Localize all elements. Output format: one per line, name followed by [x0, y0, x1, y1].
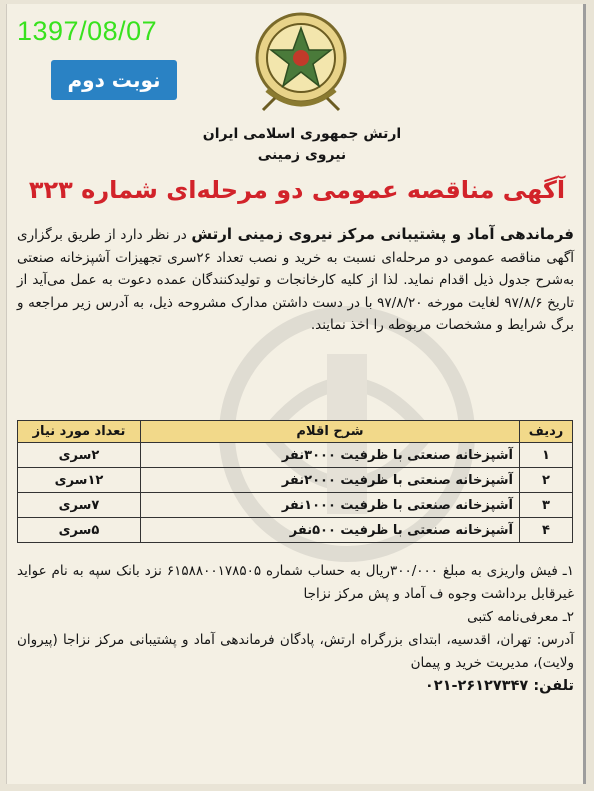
phone-number: تلفن: ۲۶۱۲۷۳۴۷-۰۲۱: [424, 678, 574, 694]
header-quantity: تعداد مورد نیاز: [18, 421, 141, 443]
items-table: [17, 420, 573, 543]
org-line-1: ارتش جمهوری اسلامی ایران: [202, 126, 402, 142]
row-description: آشپزخانه صنعتی با ظرفیت ۵۰۰نفر: [141, 518, 520, 543]
army-emblem-icon: [253, 10, 349, 122]
row-quantity: ۵سری: [18, 518, 141, 543]
table-header-row: [18, 421, 573, 443]
notice-paragraph: در نظر دارد از طریق برگزاری آگهی مناقصه عمومی دو مرحله‌ای نسبت به خرید و نصب تعداد ۲۶سری تجهیزات آشپزخانه صنعتی به‌شرح جدول ذیل اقدام نماید. لذا از کلیه کارخانجات و تولیدکنندگان عمده دعوت به عمل می‌آید از تاریخ ۹۷/۸/۶ لغایت مورخه ۹۷/۸/۲۰ با در دست داشتن مدارک مشروحه ذیل، به آدرس زیر مراجعه و برگ شرایط و مشخصات مربوطه را اخذ نمایند.: [17, 227, 574, 333]
header-description: شرح اقلام: [141, 421, 520, 443]
row-description: آشپزخانه صنعتی با ظرفیت ۳۰۰۰نفر: [141, 443, 520, 468]
row-number: ۳: [520, 493, 573, 518]
table-row: [18, 493, 573, 518]
table-row: [18, 468, 573, 493]
table-row: [18, 518, 573, 543]
row-number: ۴: [520, 518, 573, 543]
second-round-badge: نوبت دوم: [51, 60, 177, 100]
row-quantity: ۷سری: [18, 493, 141, 518]
notice-title: آگهی مناقصه عمومی دو مرحله‌ای شماره ۳۲۳: [28, 176, 566, 204]
row-number: ۲: [520, 468, 573, 493]
notice-body: [17, 223, 574, 337]
note-introduction-letter: ۲ـ معرفی‌نامه کتبی: [467, 609, 574, 625]
organization-name: [157, 124, 447, 166]
table-row: [18, 443, 573, 468]
publish-date: 1397/08/07: [17, 16, 158, 46]
org-line-2: نیروی زمینی: [257, 147, 347, 163]
row-quantity: ۲سری: [18, 443, 141, 468]
address-text: آدرس: تهران، اقدسیه، ابتدای بزرگراه ارتش، پادگان فرماندهی آماد و پشتیبانی مرکز نزاجا (پیروان ولایت)، مدیریت خرید و پیمان: [17, 632, 574, 671]
row-quantity: ۱۲سری: [18, 468, 141, 493]
row-description: آشپزخانه صنعتی با ظرفیت ۲۰۰۰نفر: [141, 468, 520, 493]
header-row-number: ردیف: [520, 421, 573, 443]
requirements-notes: [17, 560, 574, 698]
notice-lead: فرماندهی آماد و پشتیبانی مرکز نیروی زمینی ارتش: [191, 225, 574, 243]
row-description: آشپزخانه صنعتی با ظرفیت ۱۰۰۰نفر: [141, 493, 520, 518]
newspaper-notice: [6, 4, 586, 784]
note-payment-slip: ۱ـ فیش واریزی به مبلغ ۳۰۰/۰۰۰ریال به حساب شماره ۶۱۵۸۸۰۰۱۷۸۵۰۵ نزد بانک سپه به نام عواید غیرقابل برداشت وجوه ف آماد و پش مرکز نزاجا: [17, 563, 574, 602]
row-number: ۱: [520, 443, 573, 468]
